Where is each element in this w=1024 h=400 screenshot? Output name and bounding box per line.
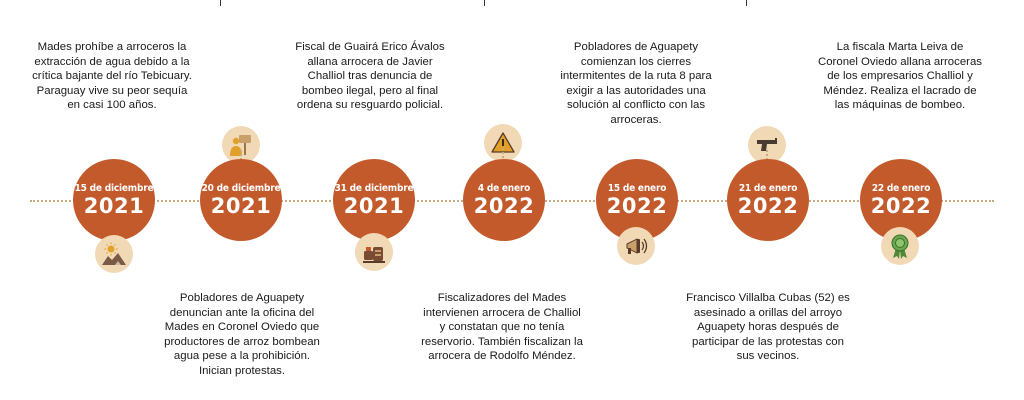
event-5-day: 15 de enero <box>607 183 667 194</box>
event-6-date-circle <box>727 159 809 241</box>
event-3-day: 31 de diciembre <box>334 183 414 194</box>
event-6-year: 2022 <box>737 194 799 218</box>
event-5-description: Pobladores de Aguapety comienzan los cierres intermitentes de la ruta 8 para exigir a las autoridades una solución al conflicto con las arroceras. <box>560 41 712 126</box>
landscape-sun-icon <box>95 235 133 273</box>
event-1-description: Mades prohíbe a arroceros la extracción de agua debido a la crítica bajante del río Tebicuary. Paraguay vive su peor sequía en casi 100 años. <box>32 41 192 112</box>
event-1-date-circle <box>73 159 155 241</box>
event-2-description: Pobladores de Aguapety denuncian ante la oficina del Mades en Coronel Oviedo que productores de arroz bombean agua pese a la prohibición. Inician protestas. <box>164 292 320 377</box>
event-2-year: 2021 <box>210 194 272 218</box>
event-4-day: 4 de enero <box>477 183 531 194</box>
event-2-day: 20 de diciembre <box>201 183 281 194</box>
event-3-year: 2021 <box>343 194 405 218</box>
event-7-year: 2022 <box>870 194 932 218</box>
event-6-day: 21 de enero <box>738 183 798 194</box>
event-6-description: Francisco Villalba Cubas (52) es asesinado a orillas del arroyo Aguapety horas después de participar de las protestas con sus vecinos. <box>686 292 850 363</box>
event-4-year: 2022 <box>473 194 535 218</box>
event-1-year: 2021 <box>83 194 145 218</box>
water-pump-icon <box>355 233 393 271</box>
event-3-date-circle <box>333 159 415 241</box>
top-tick <box>220 0 221 6</box>
event-3-description: Fiscal de Guairá Erico Ávalos allana arrocera de Javier Challiol tras denuncia de bombeo ilegal, pero al final ordena su resguardo policial. <box>295 41 445 112</box>
event-4-description: Fiscalizadores del Mades intervienen arrocera de Challiol y constatan que no tenía reservorio. También fiscalizan la arrocera de Rodolfo Méndez. <box>421 292 583 363</box>
top-tick <box>484 0 485 6</box>
event-1-day: 15 de diciembre <box>74 183 154 194</box>
seal-ribbon-icon <box>881 227 919 265</box>
event-7-day: 22 de enero <box>871 183 931 194</box>
event-4-date-circle <box>463 159 545 241</box>
top-tick <box>746 0 747 6</box>
event-2-date-circle <box>200 159 282 241</box>
megaphone-icon <box>617 227 655 265</box>
event-7-description: La fiscala Marta Leiva de Coronel Oviedo allana arroceras de los empresarios Challiol y Méndez. Realiza el lacrado de las máquinas de bombeo. <box>818 41 982 112</box>
event-5-year: 2022 <box>606 194 668 218</box>
